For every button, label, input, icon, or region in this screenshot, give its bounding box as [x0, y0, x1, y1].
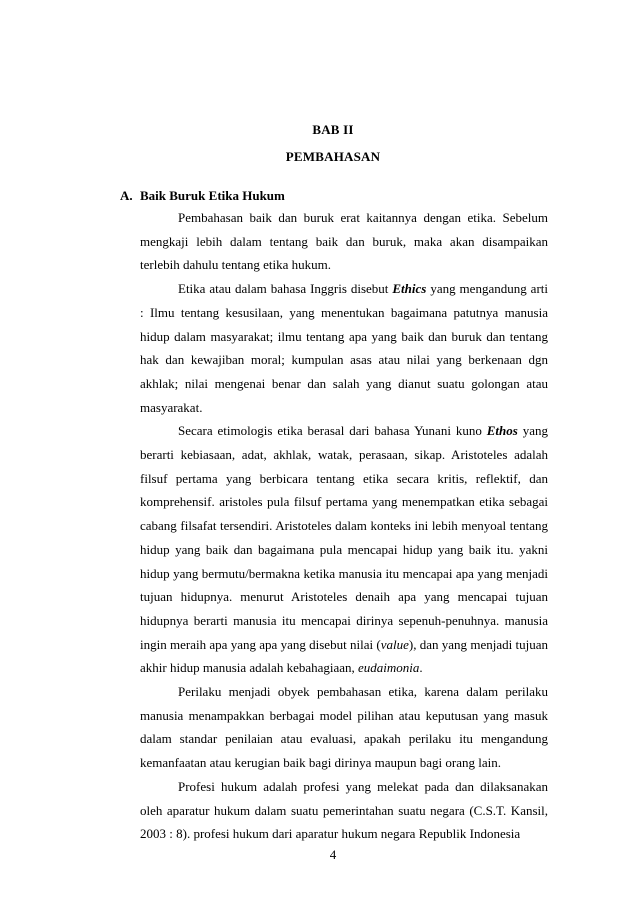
paragraph-text: Perilaku menjadi obyek pembahasan etika, karena dalam perilaku manusia menampakkan berbagai model pilihan atau keputusan yang masuk dalam standar penilaian atau evaluasi, apakah perilaku itu mengandung kemanfaatan atau kerugian baik bagi dirinya maupun bagi orang lain.	[140, 684, 548, 771]
chapter-title: PEMBAHASAN	[285, 149, 381, 164]
paragraph-text: Secara etimologis etika berasal dari bahasa Yunani kuno	[178, 423, 487, 439]
paragraph	[140, 680, 548, 775]
section-heading	[120, 188, 285, 204]
emphasized-term: Ethics	[392, 281, 427, 297]
chapter-number: BAB II	[312, 122, 354, 137]
paragraph	[140, 206, 548, 277]
section-title: Baik Buruk Etika Hukum	[140, 188, 285, 203]
paragraph-text: yang mengandung arti : Ilmu tentang kesusilaan, yang menentukan bagaimana patutnya manusia hidup dalam masyarakat; ilmu tentang apa yang baik dan buruk dan tentang hak dan kewajiban moral; kumpulan asas atau nilai yang berkenaan dgn akhlak; nilai mengenai benar dan salah yang dianut suatu golongan atau masyarakat.	[140, 281, 548, 415]
italic-term: value	[380, 636, 409, 652]
paragraph-text: Etika atau dalam bahasa Inggris disebut	[178, 281, 393, 297]
italic-term: eudaimonia	[358, 660, 420, 676]
paragraph-text: yang berarti kebiasaan, adat, akhlak, watak, perasaan, sikap. Aristoteles adalah filsuf pertama yang berbicara tentang etika secara kritis, reflektif, dan komprehensif. aristoles pula filsuf pertama yang menempatkan etika sebagai cabang filsafat tersendiri. Aristoteles dalam konteks ini lebih menyoal tentang hidup yang baik dan bagaimana pula mencapai hidup yang baik itu. yakni hidup yang bermutu/bermakna ketika manusia itu mencapai apa yang menjadi tujuan hidupnya. menurut Aristoteles denaih apa yang mencapai tujuan hidupnya berarti manusia itu mencapai dirinya sepenuh-penuhnya. manusia ingin meraih apa yang apa yang disebut nilai (	[140, 423, 548, 652]
paragraph-text: Pembahasan baik dan buruk erat kaitannya dengan etika. Sebelum mengkaji lebih dalam tentang baik dan buruk, maka akan disampaikan terlebih dahulu tentang etika hukum.	[140, 210, 548, 273]
paragraph	[140, 775, 548, 846]
page-number: 4	[329, 847, 337, 862]
emphasized-term: Ethos	[486, 423, 518, 439]
body-text	[140, 206, 548, 846]
paragraph	[140, 419, 548, 680]
section-letter: A.	[120, 188, 133, 203]
paragraph-text: .	[419, 660, 423, 676]
paragraph-text: ), dan yang menjadi tujuan akhir hidup manusia adalah kebahagiaan,	[140, 636, 548, 676]
paragraph	[140, 277, 548, 419]
paragraph-text: Profesi hukum adalah profesi yang melekat pada dan dilaksanakan oleh aparatur hukum dalam suatu pemerintahan suatu negara (C.S.T. Kansil, 2003 : 8). profesi hukum dari aparatur hukum negara Republik Indonesia	[140, 778, 548, 842]
